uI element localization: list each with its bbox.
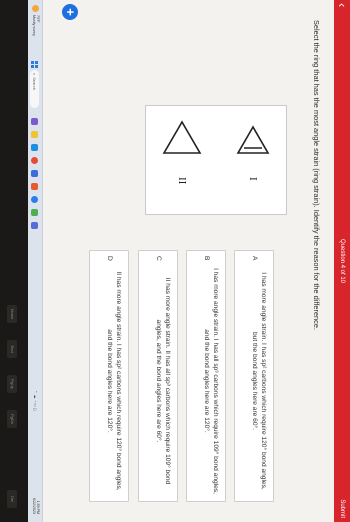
question-header <box>334 0 350 522</box>
plus-icon: + <box>63 8 78 16</box>
option-text: II has more angle strain. II has all sp³ carbons which require 109° bond angles, and the bond angles here are 60°. <box>155 277 171 485</box>
windows-taskbar <box>28 0 43 522</box>
clock[interactable] <box>31 498 40 514</box>
search-placeholder: Search <box>32 77 37 90</box>
app-icon[interactable] <box>31 196 38 203</box>
browser-screen <box>28 0 350 522</box>
store-icon[interactable] <box>31 170 38 177</box>
sun-icon <box>32 5 39 12</box>
laptop-keyboard-area <box>0 0 28 522</box>
answer-option-b[interactable] <box>186 250 226 502</box>
option-letter: C <box>155 256 162 261</box>
clock-date: 6/22/2023 <box>31 498 36 514</box>
submit-button[interactable]: Submit <box>339 499 345 518</box>
ring-structures <box>145 105 287 215</box>
key-end: End <box>7 340 17 358</box>
key-home: Home <box>7 305 17 323</box>
weather-widget[interactable] <box>31 15 40 36</box>
meet-icon[interactable] <box>31 118 38 125</box>
teams-icon[interactable] <box>31 222 38 229</box>
figure-border <box>146 106 287 215</box>
ring-i-label: I <box>247 177 259 181</box>
option-letter: D <box>106 256 113 261</box>
key-pgdn: PgDn <box>7 410 17 428</box>
ring-ii-label: II <box>176 177 188 185</box>
option-text: II has more angle strain. I has sp² carbons which require 120° bond angles, and the bond angles here are 120°. <box>106 271 122 491</box>
weather-desc: Mostly sunny <box>31 15 36 36</box>
key-pgup: PgUp <box>7 375 17 393</box>
office-icon[interactable] <box>31 183 38 190</box>
weather-temp: 79°F <box>36 15 40 23</box>
chrome-icon[interactable] <box>31 157 38 164</box>
taskbar-search[interactable] <box>30 70 39 108</box>
edge-icon[interactable] <box>31 144 38 151</box>
chevron-left-icon[interactable]: ‹ <box>335 3 350 8</box>
spotify-icon[interactable] <box>31 209 38 216</box>
question-counter: Question 4 of 10 <box>339 238 345 284</box>
answer-option-d[interactable] <box>89 250 129 502</box>
option-letter: B <box>203 256 210 261</box>
answer-option-a[interactable] <box>234 250 274 502</box>
system-tray[interactable]: ⌃ ☁ ◔ ▭ )) <box>33 390 38 411</box>
option-text: I has more angle strain. I has all sp³ carbons which require 109° bond angles, and the bond angles here are 120°. <box>203 268 219 494</box>
search-icon: ⌕ <box>32 73 37 76</box>
question-prompt: Select the ring that has the most angle strain (ring strain). Identify the reason for the difference. <box>312 20 321 331</box>
option-text: I has more angle strain. I has sp² carbons which require 120° bond angles, but the bond angles here are 60°. <box>251 272 267 490</box>
ring-figure <box>145 105 287 215</box>
clock-time: 1:59 PM <box>36 500 40 514</box>
windows-start-icon[interactable] <box>31 61 38 68</box>
option-letter: A <box>251 256 258 261</box>
key-del: Del <box>7 490 17 508</box>
add-button[interactable] <box>62 4 78 20</box>
file-explorer-icon[interactable] <box>31 131 38 138</box>
answer-option-c[interactable] <box>138 250 178 502</box>
